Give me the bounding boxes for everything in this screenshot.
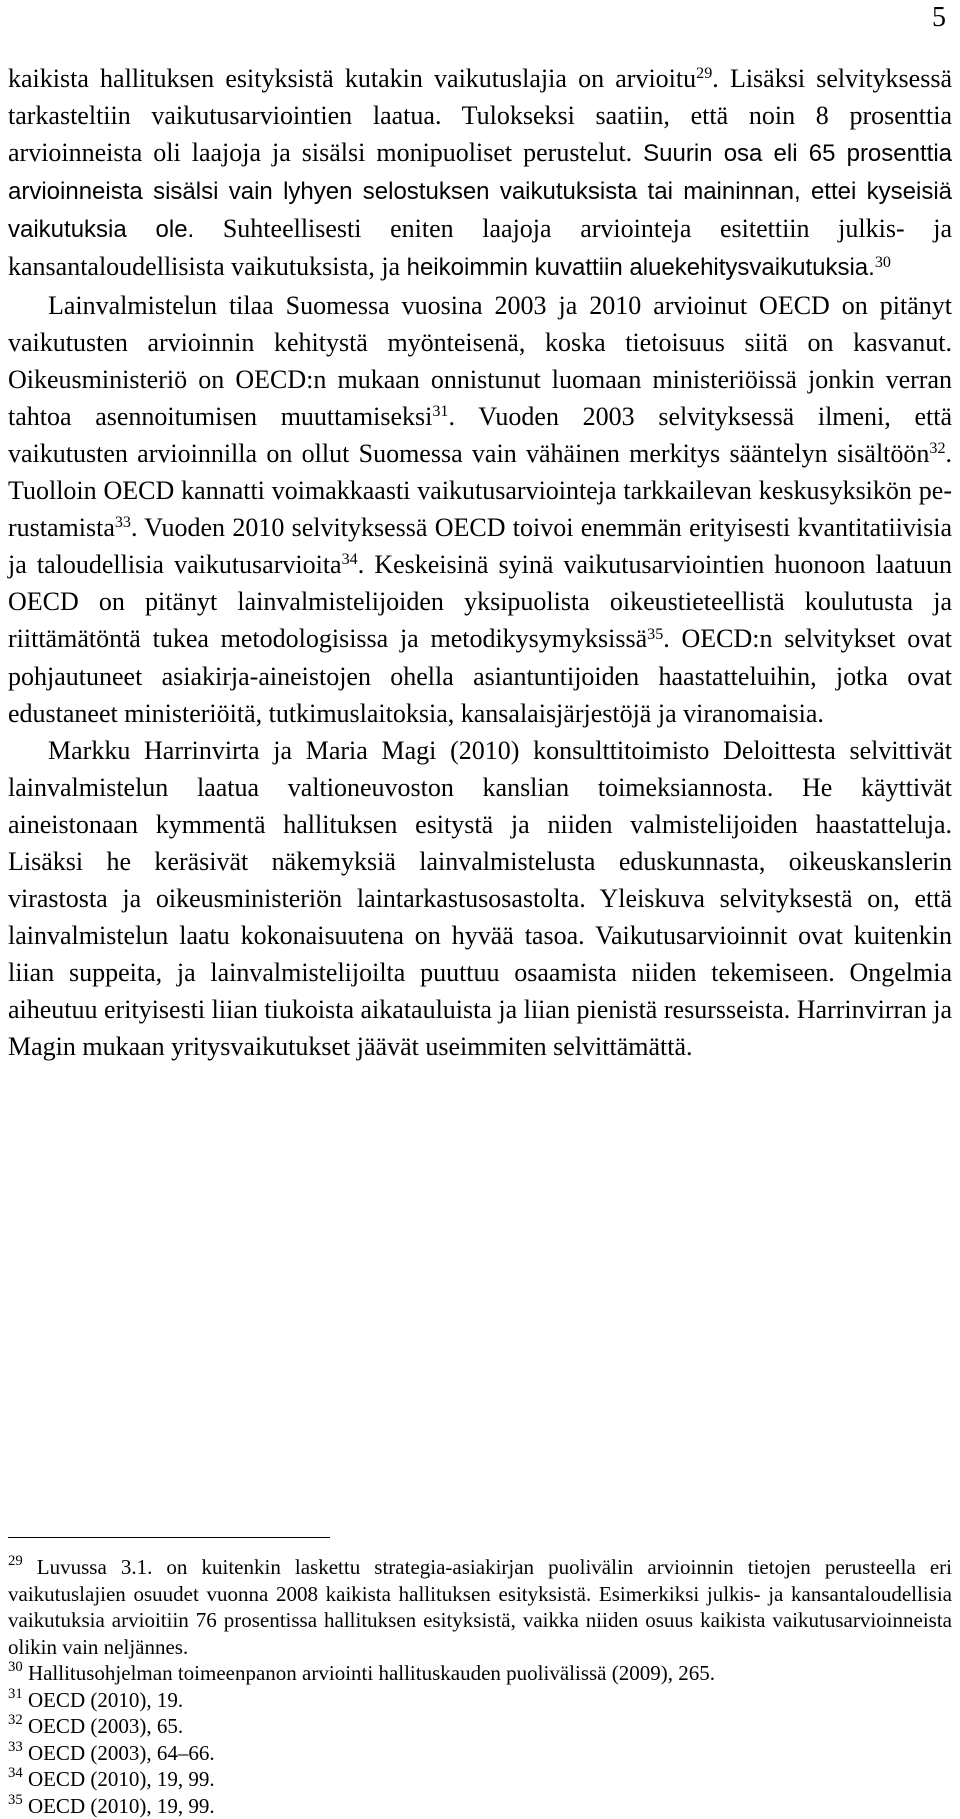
para1-text-c: Suhteellisesti eniten laajoja arviointeja esitettiin julkis- ja kansantaloudellisista vaikutuksista, ja (8, 214, 952, 281)
para2-text-6: . OECD:n selvitykset ovat pohjautuneet asiakirja-aineistojen ohella asiantuntijoiden haastatteluihin, jotka ovat edustaneet ministeriöitä, tutkimuslaitoksia, kansalaisjärjestöjä ja viranomaisia. (8, 624, 952, 727)
footnote-separator (8, 1537, 330, 1538)
footnote-ref-35: 35 (647, 626, 663, 643)
paragraph-3: Markku Harrinvirta ja Maria Magi (2010) konsulttitoimisto Deloittesta selvittivät lainvalmistelun laatua valtioneuvoston kanslian toimeksiannosta. He käyttivät aineistonaan kymmentä hallituksen esitystä ja niiden valmistelijoiden haastatteluja. Lisäksi he keräsivät näkemyksiä lainvalmistelusta eduskunnasta, oikeuskanslerin virastosta ja oikeusministeriön laintarkastusosastolta. Yleiskuva selvityksestä on, että lainvalmistelun laatu kokonaisuutena on hyvää tasoa. Vaikutusarvioinnit ovat kuitenkin liian suppeita, ja lainvalmistelijoilta puuttuu osaamista niiden tekemiseen. Ongelmia aiheutuu erityisesti liian tiukoista aikatauluista ja liian pienistä resursseista. Harrinvirran ja Magin mukaan yritysvaikutukset jäävät useimmiten selvittämättä. (8, 732, 952, 1066)
footnote-ref-32: 32 (929, 440, 945, 457)
footnote-text: Hallitusohjelman toimeenpanon arviointi hallituskauden puolivälissä (2009), 265. (23, 1661, 715, 1685)
footnote-text: OECD (2010), 19. (23, 1688, 183, 1712)
footnote-number: 30 (8, 1659, 23, 1675)
footnote-number: 34 (8, 1765, 23, 1781)
paragraph-2 (8, 287, 952, 732)
footnote-ref-30: 30 (875, 254, 891, 271)
body-text (8, 60, 952, 1066)
footnote-text: OECD (2010), 19, 99. (23, 1767, 215, 1791)
footnote-number: 33 (8, 1739, 23, 1755)
footnote-text: OECD (2003), 64–66. (23, 1741, 215, 1765)
footnote-35 (8, 1793, 952, 1819)
paragraph-1 (8, 60, 952, 287)
footnote-34 (8, 1766, 952, 1793)
footnote-text: OECD (2010), 19, 99. (23, 1794, 215, 1818)
para1-text-a: kaikista hallituksen esityksistä kutakin vaikutuslajia on arvioitu (8, 64, 696, 93)
para2-text-1: Lainvalmistelun tilaa Suomessa vuosina 2003 ja 2010 arvioinut OECD on pitänyt vaikutusten arvioinnin kehitystä myönteisenä, koska tietoisuus siitä on kasvanut. Oikeusministeriö on OECD:n mukaan onnistunut luomaan ministeriöissä jonkin verran tahtoa asennoitumisen muuttamiseksi (8, 291, 952, 431)
footnote-32 (8, 1713, 952, 1740)
para1-sans-text-a: Suurin osa eli 65 prosenttia arvioinneista sisälsi vain lyhyen selostuksen vaikutuksista tai maininnan, ettei kyseisiä vaikutuksia ole. (8, 140, 952, 243)
footnote-31 (8, 1687, 952, 1714)
para1-sans-text-b: heikoimmin kuvattiin aluekehitysvaikutuksia. (407, 254, 875, 281)
para1-text-b: . Lisäksi selvityksessä tarkasteltiin vaikutusarviointien laatua. Tulokseksi saatiin, että noin 8 prosenttia arvioinneista oli laajoja ja sisälsi monipuoliset perustelut. (8, 64, 952, 167)
footnote-text: Luvussa 3.1. on kuitenkin laskettu strategia-asiakirjan puolivälin arvioinnin tietojen perusteella eri vaikutuslajien osuudet vuonna 2008 kaikista hallituksen esityksistä. Esimerkiksi julkis- ja kansantaloudellisia vaikutuksia arvioitiin 76 prosentissa hallituksen esityksistä, vaikka niiden osuus kaikista vaikutusarvioinneista olikin vain neljännes. (8, 1555, 952, 1659)
footnote-number: 29 (8, 1553, 23, 1569)
footnote-29 (8, 1554, 952, 1660)
footnote-ref-29: 29 (696, 65, 712, 82)
footnote-ref-34: 34 (342, 551, 358, 568)
footnote-number: 31 (8, 1686, 23, 1702)
footnote-number: 32 (8, 1712, 23, 1728)
para2-text-5: . Keskeisinä syinä vaikutusarviointien huonoon laatuun OECD on pitänyt lainvalmistelijoiden yksipuolista oikeustieteellistä koulutusta ja riittämätöntä tukea metodologisissa ja metodikysymyksissä (8, 550, 952, 653)
footnote-ref-33: 33 (115, 514, 131, 531)
footnote-ref-31: 31 (432, 403, 448, 420)
footnote-number: 35 (8, 1792, 23, 1808)
footnote-33 (8, 1740, 952, 1767)
footnotes (8, 1554, 952, 1819)
footnote-text: OECD (2003), 65. (23, 1714, 183, 1738)
para2-text-3: . Tuolloin OECD kannatti voimakkaasti vaikutusarviointeja tarkkailevan keskusyksikön perustamista (8, 439, 952, 542)
footnote-30 (8, 1660, 952, 1687)
para2-text-2: . Vuoden 2003 selvityksessä ilmeni, että vaikutusten arvioinnilla on ollut Suomessa vain vähäinen merkitys sääntelyn sisältöön (8, 402, 952, 468)
para2-text-4: . Vuoden 2010 selvityksessä OECD toivoi enemmän erityisesti kvantitatiivisia ja taloudellisia vaikutusarvioita (8, 513, 952, 579)
page-number: 5 (932, 4, 946, 32)
